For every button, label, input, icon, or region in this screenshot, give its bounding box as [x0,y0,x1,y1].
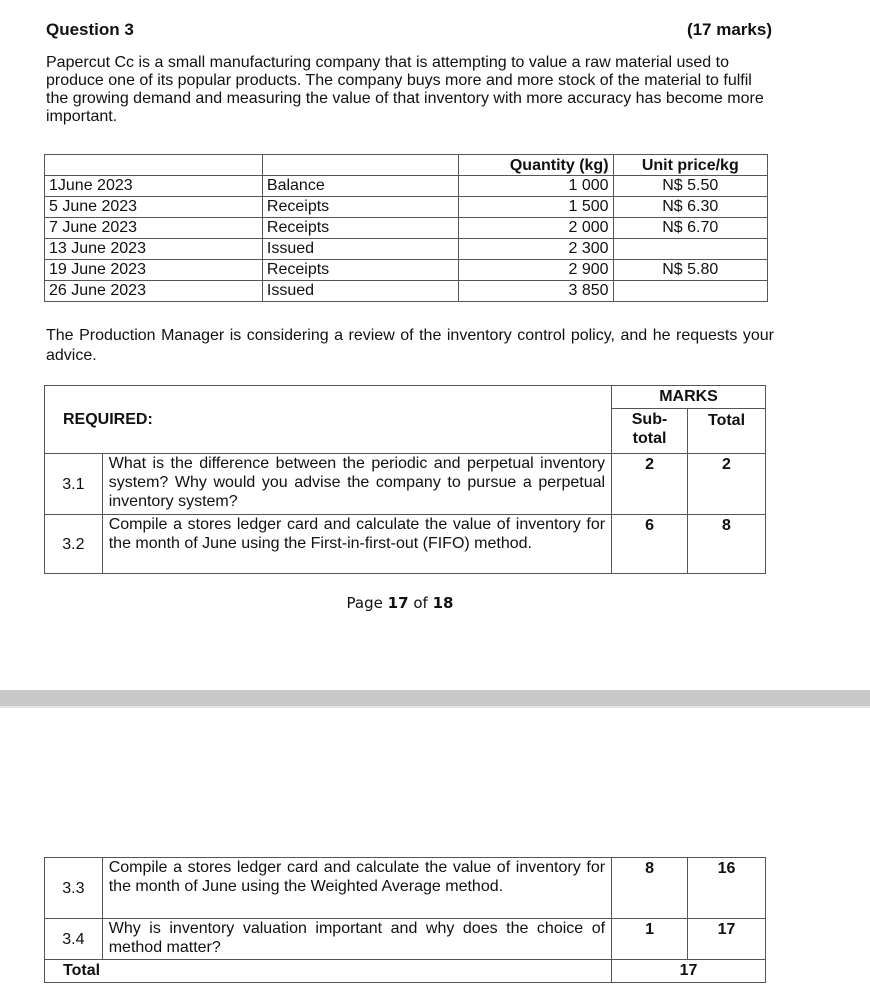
cell-type: Issued [262,281,458,302]
cell-date: 26 June 2023 [45,281,263,302]
table-row [45,176,768,197]
inventory-table [44,154,768,302]
total-label: Total [688,409,766,454]
required-header-row [45,386,766,409]
subtotal-label-line1: Sub- [631,411,668,428]
subtotal-label-line2: total [632,430,667,447]
item-total: 2 [688,454,766,515]
header-unit-price: Unit price/kg [613,155,767,176]
table-row [45,281,768,302]
item-total: 16 [688,858,766,919]
required-table-continued [44,857,766,983]
cell-unit-price: N$ 6.70 [613,218,767,239]
page-divider [0,690,870,706]
cell-type: Receipts [262,260,458,281]
cell-date: 7 June 2023 [45,218,263,239]
cell-unit-price [613,239,767,260]
required-item-row [45,454,766,515]
required-item-row [45,919,766,960]
cell-unit-price [613,281,767,302]
subtotal-label [612,409,688,454]
page-divider-shadow [0,706,870,708]
required-table [44,385,766,574]
item-number: 3.4 [45,919,103,960]
item-number: 3.1 [45,454,103,515]
item-number: 3.2 [45,515,103,574]
cell-quantity: 1 500 [459,197,613,218]
cell-date: 5 June 2023 [45,197,263,218]
item-total: 17 [688,919,766,960]
cell-quantity: 2 300 [459,239,613,260]
cell-type: Issued [262,239,458,260]
item-text: Why is inventory valuation important and why does the choice of method matter? [102,919,611,960]
table-row [45,260,768,281]
total-row-label: Total [45,960,612,983]
item-number: 3.3 [45,858,103,919]
page-total: 18 [432,594,454,612]
cell-quantity: 1 000 [459,176,613,197]
item-subtotal: 8 [612,858,688,919]
cell-date: 13 June 2023 [45,239,263,260]
required-label: REQUIRED: [45,386,612,454]
cell-unit-price: N$ 5.80 [613,260,767,281]
header-quantity: Quantity (kg) [459,155,613,176]
item-subtotal: 2 [612,454,688,515]
cell-quantity: 2 900 [459,260,613,281]
item-text: Compile a stores ledger card and calculate the value of inventory for the month of June using the Weighted Average method. [102,858,611,919]
table-header-row [45,155,768,176]
table-row [45,218,768,239]
header-type [262,155,458,176]
cell-type: Receipts [262,218,458,239]
page-current: 17 [387,594,409,612]
cell-type: Balance [262,176,458,197]
required-item-row [45,858,766,919]
question-title: Question 3 [46,20,134,39]
item-subtotal: 6 [612,515,688,574]
page-number [0,594,800,612]
cell-quantity: 2 000 [459,218,613,239]
cell-type: Receipts [262,197,458,218]
item-subtotal: 1 [612,919,688,960]
item-total: 8 [688,515,766,574]
cell-date: 1June 2023 [45,176,263,197]
table-row [45,197,768,218]
header-date [45,155,263,176]
question-marks: (17 marks) [686,20,772,39]
cell-quantity: 3 850 [459,281,613,302]
page-of: of [413,594,428,612]
total-row-value: 17 [612,960,766,983]
required-item-row [45,515,766,574]
cell-unit-price: N$ 6.30 [613,197,767,218]
cell-unit-price: N$ 5.50 [613,176,767,197]
item-text: What is the difference between the periodic and perpetual inventory system? Why would you advise the company to pursue a perpetual inventory system? [102,454,611,515]
intro-paragraph: Papercut Cc is a small manufacturing company that is attempting to value a raw material used to produce one of its popular products. The company buys more and more stock of the material to fulfil the growing demand and measuring the value of that inventory with more accuracy has become more important. [46,54,764,125]
table-row [45,239,768,260]
advice-paragraph: The Production Manager is considering a review of the inventory control policy, and he requests your advice. [46,327,774,364]
total-row [45,960,766,983]
item-text: Compile a stores ledger card and calculate the value of inventory for the month of June using the First-in-first-out (FIFO) method. [102,515,611,574]
page-prefix: Page [346,594,383,612]
cell-date: 19 June 2023 [45,260,263,281]
marks-label: MARKS [612,386,766,409]
